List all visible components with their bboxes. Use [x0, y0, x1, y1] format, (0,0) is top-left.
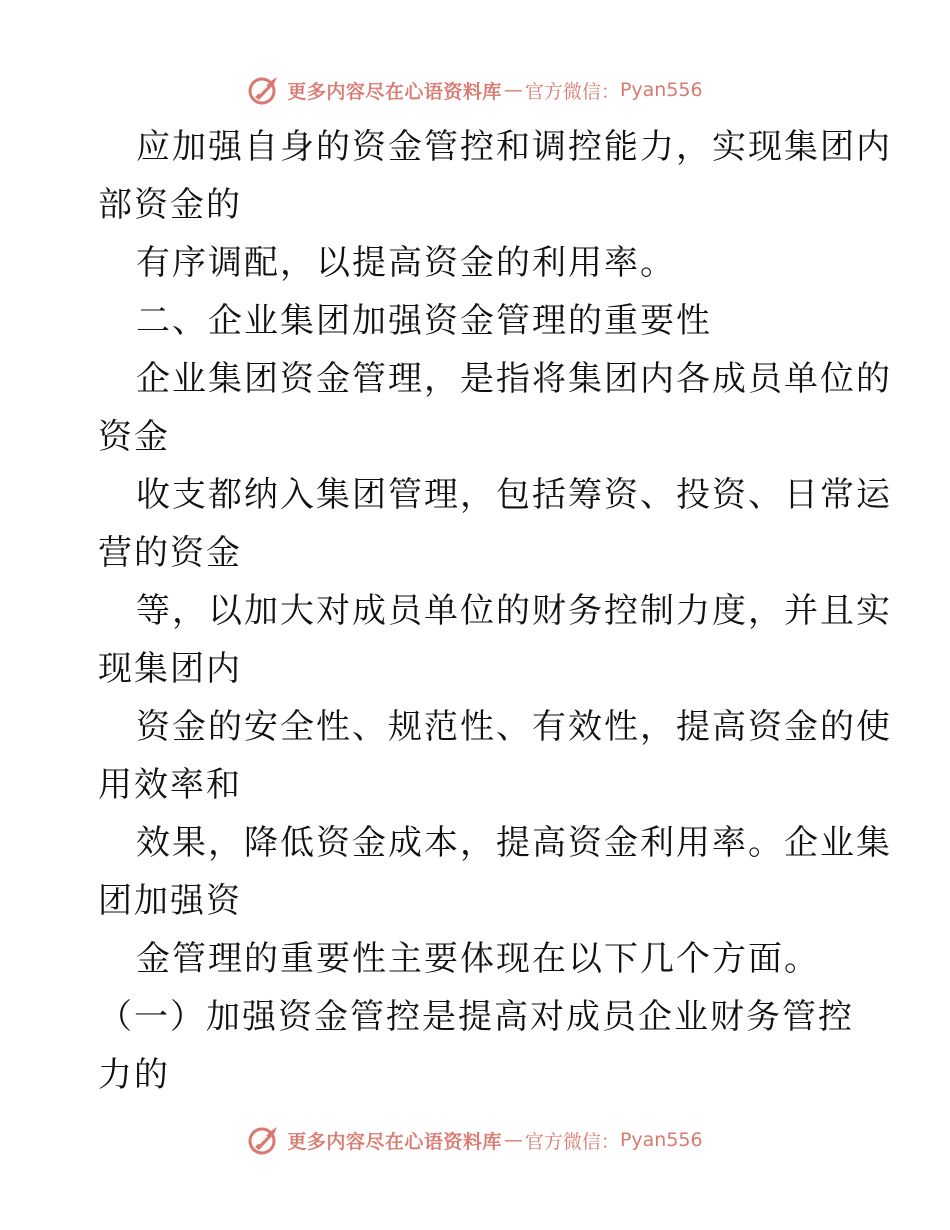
- text-line: 金管理的重要性主要体现在以下几个方面。: [136, 939, 820, 979]
- text-line: 有序调配，以提高资金的利用率。: [136, 243, 676, 283]
- document-body: [98, 118, 892, 1104]
- text-line: 营的资金: [98, 533, 242, 573]
- watermark-text: 更多内容尽在心语资料库: [287, 80, 502, 103]
- watermark-wechat-id: Pyan556: [619, 1129, 703, 1151]
- text-line: 收支都纳入集团管理，包括筹资、投资、日常运: [136, 475, 892, 515]
- watermark-wechat-label: 官方微信：: [524, 80, 620, 103]
- text-line: 力的: [98, 1055, 170, 1095]
- watermark-text: 更多内容尽在心语资料库: [287, 1130, 502, 1153]
- text-line: 企业集团资金管理，是指将集团内各成员单位的: [136, 359, 892, 399]
- text-line: 用效率和: [98, 765, 242, 805]
- watermark-separator: —: [503, 1129, 523, 1151]
- text-line: 效果，降低资金成本，提高资金利用率。企业集: [136, 823, 892, 863]
- text-line: 等，以加大对成员单位的财务控制力度，并且实: [136, 591, 892, 631]
- header-watermark: [0, 70, 950, 110]
- quill-logo-icon: [247, 1123, 281, 1157]
- footer-watermark: [0, 1120, 950, 1160]
- text-line: 资金: [98, 417, 170, 457]
- quill-logo-icon: [247, 73, 281, 107]
- text-line: 现集团内: [98, 649, 242, 689]
- watermark-wechat-id: Pyan556: [619, 79, 703, 101]
- watermark-separator: —: [503, 79, 523, 101]
- text-line: 团加强资: [98, 881, 242, 921]
- text-line: 应加强自身的资金管控和调控能力，实现集团内: [136, 127, 892, 167]
- watermark-wechat-label: 官方微信：: [524, 1130, 620, 1153]
- section-heading: 二、企业集团加强资金管理的重要性: [136, 301, 712, 341]
- text-line: 部资金的: [98, 185, 242, 225]
- subsection-heading: （一）加强资金管控是提高对成员企业财务管控: [98, 997, 854, 1037]
- text-line: 资金的安全性、规范性、有效性，提高资金的使: [136, 707, 892, 747]
